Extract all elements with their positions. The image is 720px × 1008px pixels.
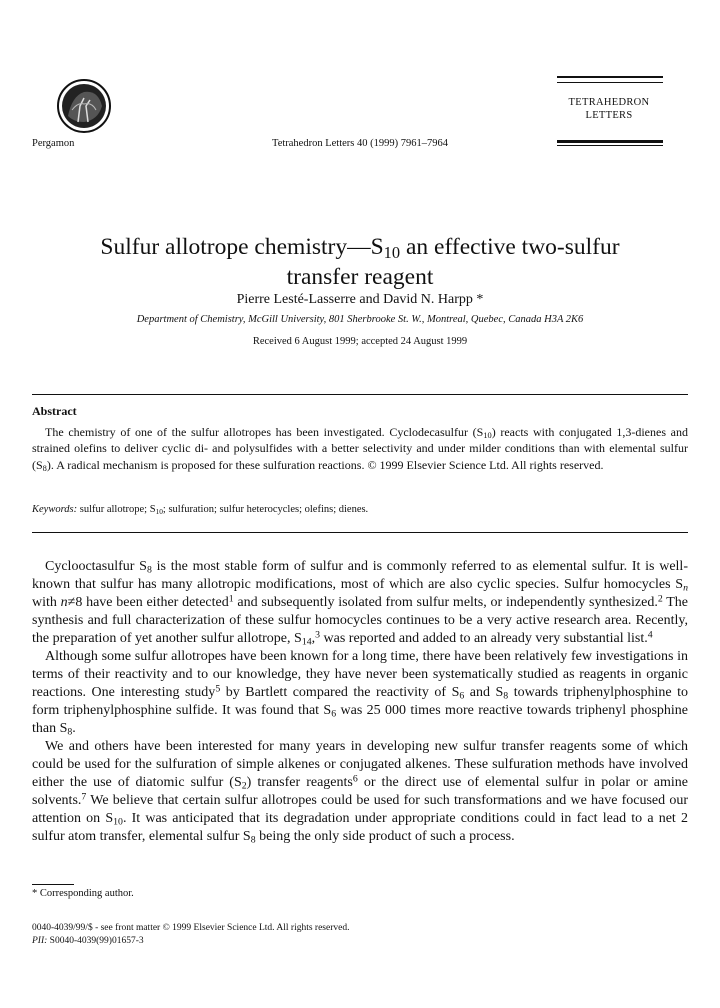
body-text — [32, 558, 688, 846]
keywords: Keywords: sulfur allotrope; $S_{10}$; sulfuration; sulfur heterocycles; olefins; dienes. — [32, 504, 369, 516]
authors: Pierre Lesté-Lasserre and David N. Harpp * — [236, 292, 484, 307]
elsevier-logo — [48, 76, 120, 136]
paragraph-2: Although some sulfur allotropes have been known for a long time, there have been relatively few investigations in terms of their reactivity and to our knowledge, they have never been systematically studied as reagents in organic reactions. One interesting study$^5$ by Bartlett compared the reactivity of $S_6$ and $S_8$ towards triphenylphosphine to form triphenylphosphine sulfide. It was found that $S_6$ was 25 000 times more reactive towards triphenyl phosphine than $S_8$. — [32, 649, 689, 738]
abstract-rule-top — [32, 394, 688, 395]
journal-citation: Tetrahedron Letters 40 (1999) 7961–7964 — [272, 138, 448, 149]
abstract-rule-bottom — [32, 532, 688, 533]
footnote-rule — [32, 884, 74, 885]
journal-rule-bottom — [557, 140, 663, 143]
journal-name-line1: TETRAHEDRON — [568, 97, 650, 108]
journal-name — [555, 96, 663, 122]
affiliation: Department of Chemistry, McGill University, 801 Sherbrooke St. W., Montreal, Quebec, Canada H3A 2K6 — [136, 314, 584, 325]
copyright-block — [32, 922, 349, 948]
journal-rule-bottom-thin — [557, 145, 663, 146]
abstract-text: The chemistry of one of the sulfur allotropes has been investigated. Cyclodecasulfur $(S_{10})$ reacts with conjugated 1,3-dienes and strained olefins to deliver cyclic di- and polysulfides with a better selectivity and under milder conditions than with elemental sulfur $(S_8)$. A radical mechanism is proposed for these sulfuration reactions. © 1999 Elsevier Science Ltd. All rights reserved. — [32, 425, 688, 473]
article-title — [40, 232, 680, 292]
journal-rule-top-thin — [557, 82, 663, 83]
pii-label: PII: — [32, 936, 48, 946]
title-line-2: transfer reagent — [286, 264, 434, 290]
copyright-line: 0040-4039/99/$ - see front matter © 1999 Elsevier Science Ltd. All rights reserved. — [32, 923, 350, 933]
journal-rule-top — [557, 76, 663, 78]
paragraph-3: We and others have been interested for many years in developing new sulfur transfer reagents some of which could be used for the sulfuration of simple alkenes or conjugated alkenes. These sulfuration methods have involved either the use of diatomic sulfur $(S_2)$ transfer reagents$^6$ or the direct use of elemental sulfur in polar or amine solvents.$^7$ We believe that certain sulfur allotropes could be used for such transformations and we have focused our attention on $S_{10}$. It was anticipated that its degradation under appropriate conditions could in fact lead to a net 2 sulfur atom transfer, elemental sulfur $S_8$ being the only side product of such a process. — [32, 739, 688, 846]
paragraph-1: Cyclooctasulfur $S_8$ is the most stable form of sulfur and is commonly referred to as elemental sulfur. It is well-known that sulfur has many allotropic modifications, most of which are also cyclic species. Sulfur homocycles $S_n$ with n≠8 have been either detected$^1$ and subsequently isolated from sulfur melts, or independently synthesized.$^2$ The synthesis and full characterization of these sulfur homocycles continues to be a very active research area. Recently, the preparation of yet another sulfur allotrope, $S_{14},^3$ was reported and added to an already very substantial list.$^4$ — [32, 559, 689, 648]
publisher-name: Pergamon — [32, 138, 75, 149]
title-text-2: an effective two-sulfur — [400, 234, 620, 260]
pii-value: S0040-4039(99)01657-3 — [47, 936, 144, 946]
journal-name-line2: LETTERS — [585, 110, 633, 121]
keywords-label: Keywords: — [32, 504, 78, 515]
pii-line — [32, 935, 349, 948]
title-subscript: 10 — [383, 243, 401, 263]
footnote-corresponding-author: * Corresponding author. — [32, 888, 134, 899]
title-text-1: Sulfur allotrope chemistry—S — [100, 234, 384, 260]
received-dates: Received 6 August 1999; accepted 24 August 1999 — [252, 336, 468, 347]
abstract-heading: Abstract — [32, 404, 77, 418]
